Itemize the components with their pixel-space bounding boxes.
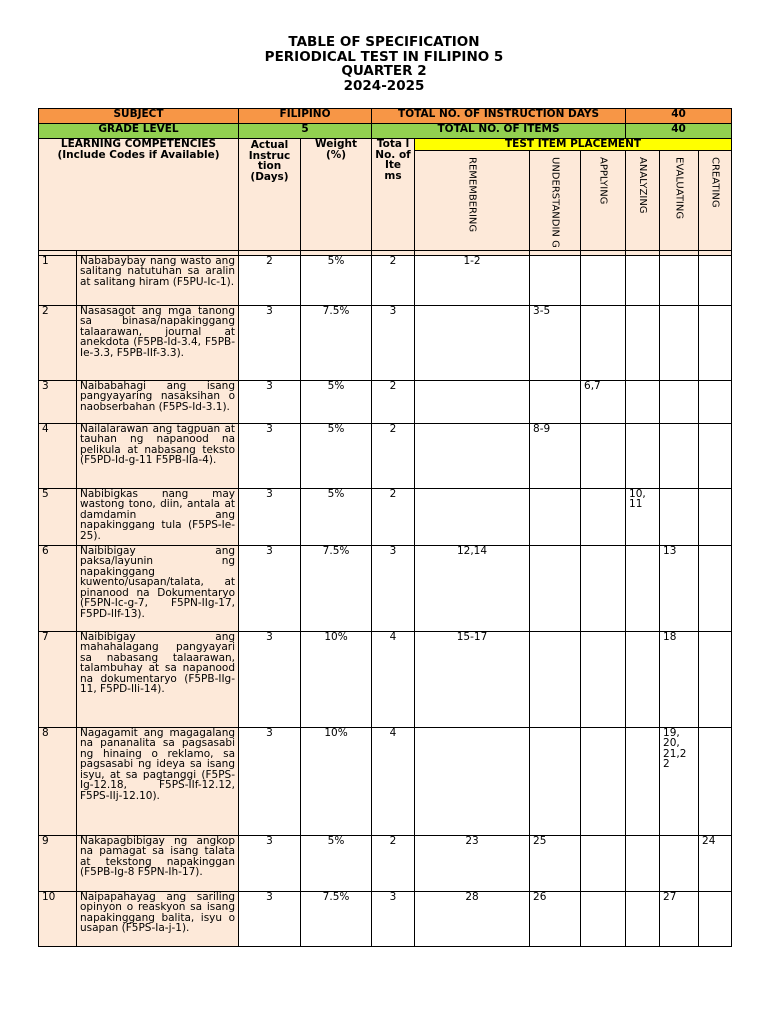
applying-items <box>581 255 626 305</box>
weight-value: 5% <box>301 255 372 305</box>
understanding-items <box>530 488 581 545</box>
applying-items <box>581 631 626 727</box>
instruction-days-value: 40 <box>626 109 732 124</box>
grade-row <box>39 124 732 139</box>
understanding-items <box>530 380 581 423</box>
subject-label: SUBJECT <box>39 109 239 124</box>
row-number: 2 <box>39 305 77 380</box>
applying-header: APPLYING <box>581 150 626 250</box>
weight-value: 5% <box>301 423 372 488</box>
analyzing-items <box>626 891 660 946</box>
row-number: 8 <box>39 727 77 835</box>
actual-days: 3 <box>239 423 301 488</box>
table-row <box>39 631 732 727</box>
understanding-items <box>530 727 581 835</box>
competency-text: Nailalarawan ang tagpuan at tauhan ng napanood na pelikula at nabasang teksto (F5PD-Id-g-11 F5PB-IIa-4). <box>77 423 239 488</box>
analyzing-items <box>626 835 660 891</box>
creating-items <box>699 488 732 545</box>
analyzing-items <box>626 545 660 631</box>
creating-items <box>699 380 732 423</box>
evaluating-items <box>660 835 699 891</box>
analyzing-items <box>626 631 660 727</box>
item-count: 3 <box>372 545 415 631</box>
competency-text: Nabibigkas nang may wastong tono, diin, antala at damdamin ang napakinggang tula (F5PS-Ie-25). <box>77 488 239 545</box>
competency-text: Nagagamit ang magagalang na pananalita sa pagsasabi ng hinaing o reklamo, sa pagsasabi ng ideya sa isang isyu, at sa pagtanggi (F5PS-Ig-12.18, F5PS-IIf-12.12, F5PS-IIj-12.10). <box>77 727 239 835</box>
analyzing-header: ANALYZING <box>626 150 660 250</box>
item-count: 2 <box>372 380 415 423</box>
title-line-1: TABLE OF SPECIFICATION <box>288 34 480 50</box>
remembering-header: REMEMBERING <box>415 150 530 250</box>
instruction-days-label: TOTAL NO. OF INSTRUCTION DAYS <box>372 109 626 124</box>
row-number: 6 <box>39 545 77 631</box>
row-number: 1 <box>39 255 77 305</box>
applying-items <box>581 727 626 835</box>
analyzing-items <box>626 423 660 488</box>
weight-value: 5% <box>301 488 372 545</box>
remembering-items <box>415 380 530 423</box>
subject-row <box>39 109 732 124</box>
understanding-items: 8-9 <box>530 423 581 488</box>
evaluating-items <box>660 423 699 488</box>
actual-days: 3 <box>239 631 301 727</box>
remembering-items: 1-2 <box>415 255 530 305</box>
table-row <box>39 488 732 545</box>
actual-days: 3 <box>239 545 301 631</box>
creating-items: 24 <box>699 835 732 891</box>
weight-value: 5% <box>301 380 372 423</box>
evaluating-items: 18 <box>660 631 699 727</box>
table-row <box>39 255 732 305</box>
item-count: 2 <box>372 835 415 891</box>
total-items-label: TOTAL NO. OF ITEMS <box>372 124 626 139</box>
actual-days: 2 <box>239 255 301 305</box>
understanding-items: 25 <box>530 835 581 891</box>
actual-days: 3 <box>239 891 301 946</box>
specification-table <box>38 108 732 947</box>
understanding-items <box>530 255 581 305</box>
applying-items: 6,7 <box>581 380 626 423</box>
item-count: 2 <box>372 488 415 545</box>
evaluating-items: 13 <box>660 545 699 631</box>
table-row <box>39 380 732 423</box>
analyzing-items <box>626 255 660 305</box>
item-count: 3 <box>372 891 415 946</box>
remembering-items: 23 <box>415 835 530 891</box>
creating-items <box>699 891 732 946</box>
weight-value: 10% <box>301 727 372 835</box>
applying-items <box>581 835 626 891</box>
row-number: 5 <box>39 488 77 545</box>
table-row <box>39 835 732 891</box>
title-line-3: QUARTER 2 <box>341 63 427 79</box>
understanding-items <box>530 545 581 631</box>
creating-items <box>699 423 732 488</box>
remembering-items <box>415 488 530 545</box>
column-header-row <box>39 139 732 151</box>
evaluating-items <box>660 255 699 305</box>
analyzing-items <box>626 727 660 835</box>
creating-items <box>699 305 732 380</box>
competency-rows <box>39 255 732 946</box>
table-row <box>39 423 732 488</box>
title-line-2: PERIODICAL TEST IN FILIPINO 5 <box>264 48 504 65</box>
weight-value: 7.5% <box>301 545 372 631</box>
applying-items <box>581 488 626 545</box>
item-count: 2 <box>372 423 415 488</box>
grade-value: 5 <box>239 124 372 139</box>
applying-items <box>581 545 626 631</box>
competency-text: Naipapahayag ang sariling opinyon o reaskyon sa isang napakinggang balita, isyu o usapan (F5PS-Ia-j-1). <box>77 891 239 946</box>
subject-value: FILIPINO <box>239 109 372 124</box>
row-number: 4 <box>39 423 77 488</box>
total-items-value: 40 <box>626 124 732 139</box>
competency-text: Naibabahagi ang isang pangyayaring nasaksihan o naobserbahan (F5PS-Id-3.1). <box>77 380 239 423</box>
table-row <box>39 305 732 380</box>
evaluating-items <box>660 488 699 545</box>
weight-value: 10% <box>301 631 372 727</box>
creating-header: CREATING <box>699 150 732 250</box>
remembering-items: 12,14 <box>415 545 530 631</box>
item-count: 4 <box>372 631 415 727</box>
competency-text: Naibibigay ang mahahalagang pangyayari sa nabasang talaarawan, talambuhay at sa napanood na dokumentaryo (F5PB-IIg-11, F5PD-IIi-14). <box>77 631 239 727</box>
applying-items <box>581 423 626 488</box>
row-number: 10 <box>39 891 77 946</box>
remembering-items <box>415 423 530 488</box>
evaluating-items: 27 <box>660 891 699 946</box>
understanding-items: 26 <box>530 891 581 946</box>
creating-items <box>699 545 732 631</box>
creating-items <box>699 255 732 305</box>
actual-days: 3 <box>239 380 301 423</box>
actual-days: 3 <box>239 727 301 835</box>
item-count: 3 <box>372 305 415 380</box>
table-row <box>39 727 732 835</box>
remembering-items <box>415 305 530 380</box>
creating-items <box>699 727 732 835</box>
weight-header: Weight (%) <box>301 139 372 251</box>
remembering-items: 28 <box>415 891 530 946</box>
understanding-items: 3-5 <box>530 305 581 380</box>
creating-items <box>699 631 732 727</box>
competency-text: Nakapagbibigay ng angkop na pamagat sa isang talata at tekstong napakinggan (F5PB-Ig-8 F5PN-Ih-17). <box>77 835 239 891</box>
actual-days: 3 <box>239 835 301 891</box>
evaluating-items <box>660 380 699 423</box>
table-row <box>39 891 732 946</box>
actual-days: 3 <box>239 305 301 380</box>
understanding-items <box>530 631 581 727</box>
evaluating-items <box>660 305 699 380</box>
applying-items <box>581 891 626 946</box>
test-item-placement-header: TEST ITEM PLACEMENT <box>415 139 732 151</box>
grade-label: GRADE LEVEL <box>39 124 239 139</box>
document-title <box>0 35 768 93</box>
competencies-header: LEARNING COMPETENCIES (Include Codes if Available) <box>39 139 239 251</box>
weight-value: 7.5% <box>301 891 372 946</box>
remembering-items: 15-17 <box>415 631 530 727</box>
competency-text: Nasasagot ang mga tanong sa binasa/napakinggang talaarawan, journal at anekdota (F5PB-Id-3.4, F5PB-Ie-3.3, F5PB-IIf-3.3). <box>77 305 239 380</box>
row-number: 3 <box>39 380 77 423</box>
competency-text: Nababaybay nang wasto ang salitang natutuhan sa aralin at salitang hiram (F5PU-Ic-1). <box>77 255 239 305</box>
analyzing-items: 10, 11 <box>626 488 660 545</box>
actual-days: 3 <box>239 488 301 545</box>
item-count: 4 <box>372 727 415 835</box>
table-row <box>39 545 732 631</box>
title-line-4: 2024-2025 <box>343 77 425 94</box>
row-number: 9 <box>39 835 77 891</box>
evaluating-items: 19, 20, 21,2 2 <box>660 727 699 835</box>
competency-text: Naibibigay ang paksa/layunin ng napakinggang kuwento/usapan/talata, at pinanood na Dokumentaryo (F5PN-Ic-g-7, F5PN-IIg-17, F5PD-IIf-13). <box>77 545 239 631</box>
item-count: 2 <box>372 255 415 305</box>
weight-value: 5% <box>301 835 372 891</box>
total-items-header: Tota l No. of Ite ms <box>372 139 415 251</box>
row-number: 7 <box>39 631 77 727</box>
understanding-header: UNDERSTANDIN G <box>530 150 581 250</box>
analyzing-items <box>626 380 660 423</box>
weight-value: 7.5% <box>301 305 372 380</box>
analyzing-items <box>626 305 660 380</box>
remembering-items <box>415 727 530 835</box>
applying-items <box>581 305 626 380</box>
actual-days-header: Actual Instruc tion (Days) <box>239 139 301 251</box>
evaluating-header: EVALUATING <box>660 150 699 250</box>
